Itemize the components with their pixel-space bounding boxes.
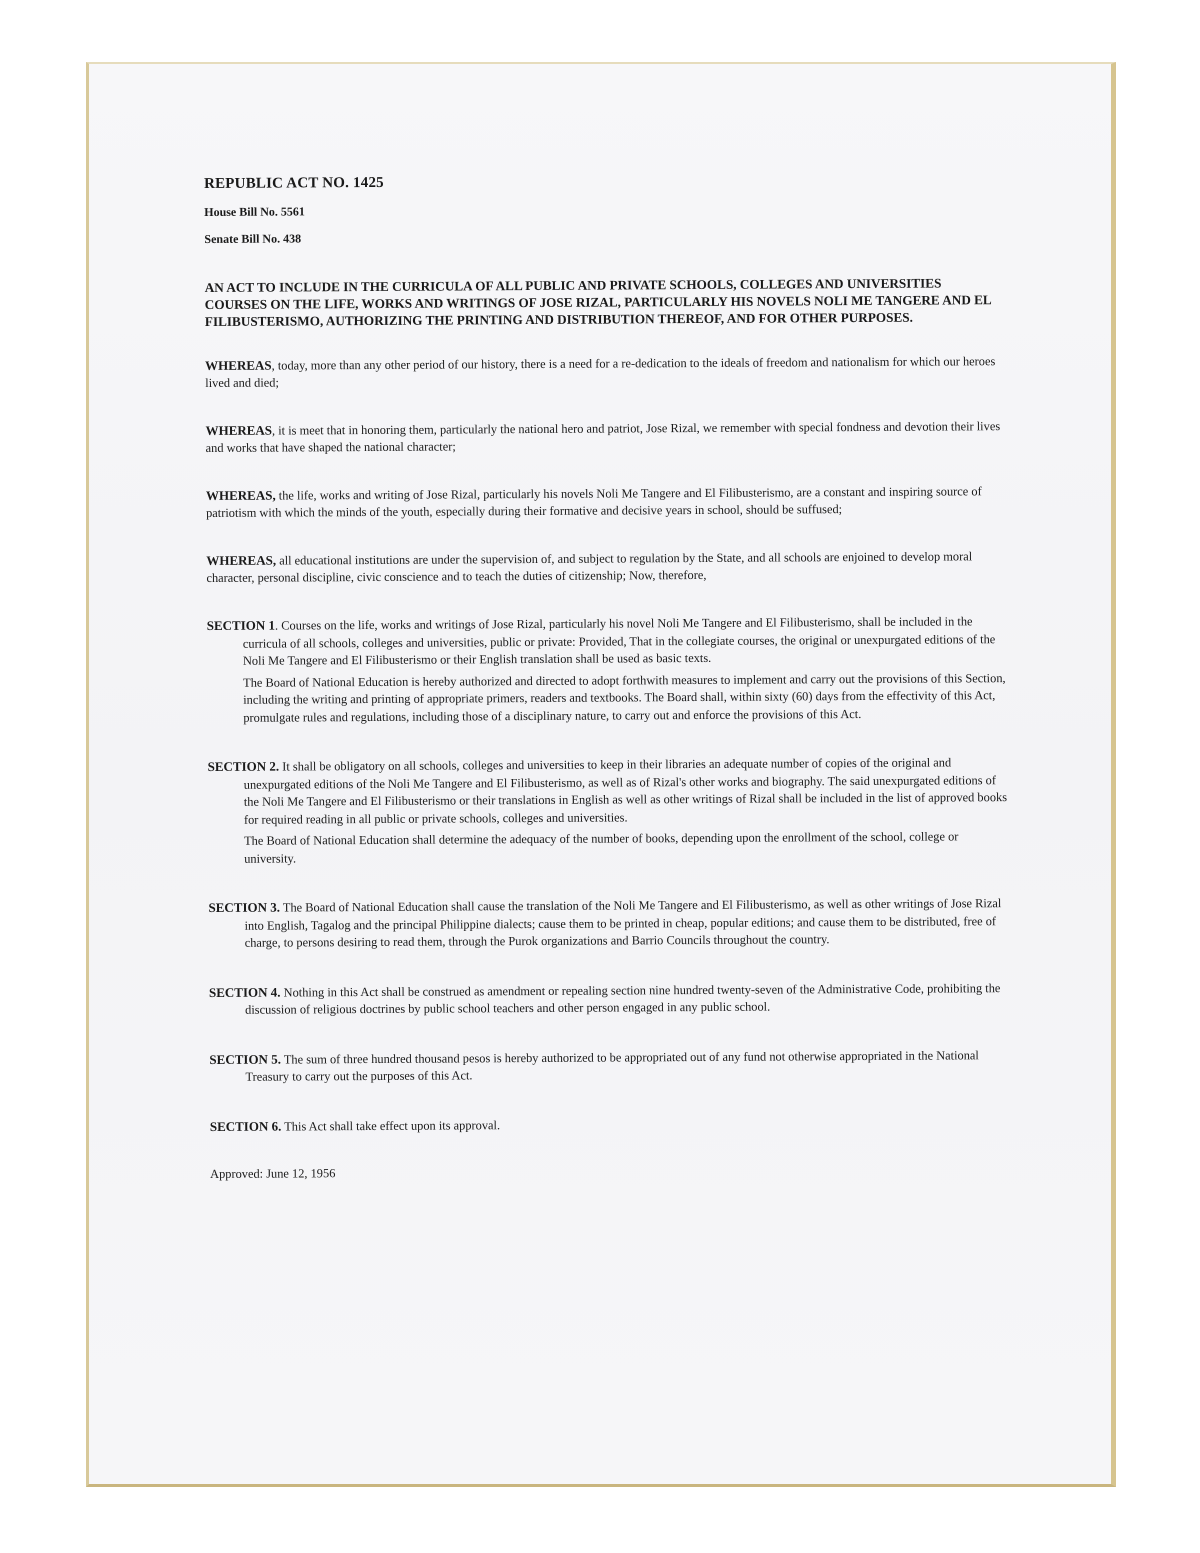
section-2-main [208,753,1008,829]
whereas-text: the life, works and writing of Jose Rizal, particularly his novels Noli Me Tangere and El Filibusterismo, are a constant and inspiring source of patriotism with which the minds of the youth, especially during their formative and decisive years in school, should be suffused; [206,484,982,520]
senate-bill-number: Senate Bill No. 438 [204,231,302,246]
section-text: Nothing in this Act shall be construed as amendment or repealing section nine hundred twenty-seven of the Administrative Code, prohibiting the discussion of religious doctrines by public school teachers and other person engaged in any public school. [245,980,1001,1017]
section-keyword: SECTION 3. [208,899,281,915]
section-6-main [210,1113,1010,1136]
section-keyword: SECTION 2. [207,758,280,774]
whereas-text: all educational institutions are under the supervision of, and subject to regulation by the State, and all schools are enjoined to develop moral character, personal discipline, civic conscience and to teach the duties of citizenship; Now, therefore, [206,549,973,585]
whereas-keyword: WHEREAS, [206,552,277,568]
section-5 [209,1046,1009,1087]
whereas-text: , it is meet that in honoring them, particularly the national hero and patriot, Jose Rizal, we remember with special fondness and devotion their lives and works that have shaped the national character; [205,419,1001,455]
whereas-clause-4 [206,547,1006,587]
section-text: . Courses on the life, works and writings of Jose Rizal, particularly his novel Noli Me Tangere and El Filibusterismo, shall be included in the curricula of all schools, colleges and universities, public or private: Provided, That in the collegiate courses, the original or unexpurgated editions of the Noli Me Tangere and El Filibusterismo or their English translation shall be used as basic texts. [242,614,996,668]
section-keyword: SECTION 6. [209,1118,282,1134]
section-4-main [209,979,1009,1020]
act-title: REPUBLIC ACT NO. 1425 [204,174,384,192]
whereas-text: , today, more than any other period of our history, there is a need for a re-dedication to the ideals of freedom and nationalism for which our heroes lived and died; [205,354,996,390]
document-sheet [86,62,1116,1487]
section-keyword: SECTION 1 [206,617,276,633]
section-text: This Act shall take effect upon its approval. [281,1117,501,1134]
section-3-main [208,894,1008,952]
approval-date: Approved: June 12, 1956 [210,1166,336,1181]
section-keyword: SECTION 5. [209,1051,281,1067]
section-5-main [209,1046,1009,1087]
section-2-subparagraph: The Board of National Education shall determine the adequacy of the number of books, depending upon the enrollment of the school, college or university. [244,829,959,866]
house-bill-number: House Bill No. 5561 [204,204,305,219]
section-1-subparagraph: The Board of National Education is hereby authorized and directed to adopt forthwith measures to implement and carry out the provisions of this Section, including the writing and printing of appropriate primers, readers and textbooks. The Board shall, within sixty (60) days from the effectivity of this Act, promulgate rules and regulations, including those of a disciplinary nature, to carry out and enforce the provisions of this Act. [243,670,1006,725]
document-body [204,171,1010,1182]
section-text: The Board of National Education shall cause the translation of the Noli Me Tangere and El Filibusterismo, as well as other writings of Jose Rizal into English, Tagalog and the principal Philippine dialects; cause them to be printed in cheap, popular editions; and cause them to be distributed, free of charge, to persons desiring to read them, through the Purok organizations and Barrio Councils throughout the country. [244,896,1002,950]
section-keyword: SECTION 4. [208,984,281,1000]
whereas-clause-3 [206,482,1006,522]
section-1-main [207,612,1007,670]
section-2 [208,753,1009,868]
section-3 [208,894,1008,952]
section-text: It shall be obligatory on all schools, colleges and universities to keep in their libraries an adequate number of copies of the original and unexpurgated editions of the Noli Me Tangere and El Filibusterismo, as well as of Rizal's other works and biography. The said unexpurgated editions of the Noli Me Tangere and El Filibusterismo or their translations in English as well as other writings of Rizal shall be included in the list of approved books for required reading in all public or private schools, colleges and universities. [243,755,1008,827]
whereas-keyword: WHEREAS [205,357,272,373]
section-4 [209,979,1009,1020]
whereas-keyword: WHEREAS, [205,487,276,503]
whereas-clause-2 [206,417,1006,457]
act-heading: AN ACT TO INCLUDE IN THE CURRICULA OF ALL PUBLIC AND PRIVATE SCHOOLS, COLLEGES AND UNIVERSITIES COURSES ON THE LIFE, WORKS AND WRITINGS OF JOSE RIZAL, PARTICULARLY HIS NOVELS NOLI ME TANGERE AND EL FILIBUSTERISMO, AUTHORIZING THE PRINTING AND DISTRIBUTION THEREOF, AND FOR OTHER PURPOSES. [204,275,992,329]
section-1 [207,612,1008,727]
whereas-clause-1 [205,352,1005,392]
section-6 [210,1113,1010,1136]
section-text: The sum of three hundred thousand pesos is hereby authorized to be appropriated out of any fund not otherwise appropriated in the National Treasury to carry out the purposes of this Act. [245,1047,979,1084]
whereas-keyword: WHEREAS [205,422,273,438]
